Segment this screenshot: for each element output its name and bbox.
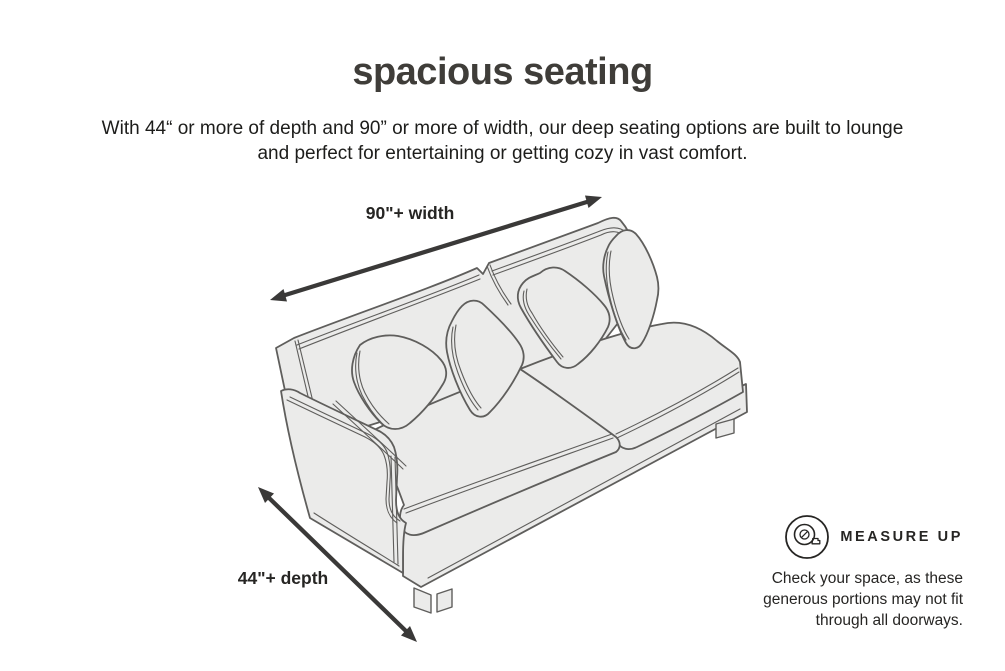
measure-up-label: MEASURE UP: [840, 529, 963, 545]
note-line-3: through all doorways.: [815, 612, 963, 629]
depth-dimension-label: 44"+ depth: [237, 568, 329, 588]
note-line-2: generous portions may not fit: [763, 591, 963, 608]
measure-up-header: [745, 514, 963, 560]
tape-measure-icon: [784, 514, 830, 560]
subtitle-line-1: With 44“ or more of depth and 90” or more of width, our deep seating options are built to lounge: [101, 118, 904, 139]
subtitle-line-2: and perfect for entertaining or getting cozy in vast comfort.: [257, 143, 748, 164]
measure-up-section: [745, 514, 963, 631]
note-line-1: Check your space, as these: [771, 570, 963, 587]
width-dimension-label: 90"+ width: [365, 203, 455, 223]
sofa-foot-middle: [437, 589, 452, 612]
page-title: spacious seating: [352, 51, 653, 93]
sofa-foot-left: [414, 588, 431, 613]
measure-up-note: [745, 568, 963, 631]
